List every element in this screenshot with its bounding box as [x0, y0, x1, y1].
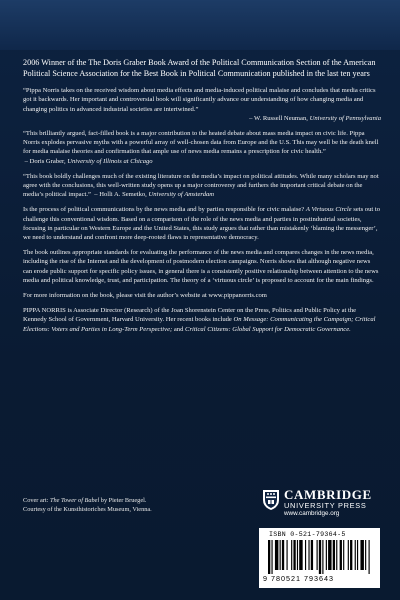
isbn-barcode — [259, 528, 380, 588]
barcode-bar — [286, 540, 287, 570]
barcode-bar — [282, 540, 284, 570]
book-title: A Virtuous Circle — [305, 206, 352, 214]
barcode-bar — [355, 540, 356, 570]
isbn-number: ISBN 0-521-79364-5 — [269, 531, 346, 538]
cover-art-credit — [23, 497, 152, 514]
barcode-bar — [357, 540, 358, 570]
barcode-bar — [340, 540, 342, 570]
barcode-icon — [268, 540, 372, 574]
website-intro: For more information on the book, please visit the author’s website at — [23, 292, 207, 300]
barcode-bar — [348, 540, 349, 570]
barcode-bar — [326, 540, 327, 570]
barcode-bar — [322, 540, 323, 574]
barcode-bar — [328, 540, 331, 570]
author-bio — [23, 306, 381, 334]
barcode-bar — [271, 540, 272, 574]
barcode-bar — [280, 540, 281, 570]
barcode-bar — [360, 540, 363, 570]
quote-text: “This brilliantly argued, fact-filled book is a major contribution to the heated debate about mass media impact on civic life. Pippa Norris explodes pervasive myths with a powerful array of well-chosen data from Europe and the U.S. This may well be the death knell for media malaise theories and confirmation that ample use of news media remains a prescription for civic health.” — [23, 130, 379, 156]
barcode-bar — [275, 540, 278, 570]
quote-attribution — [93, 191, 214, 198]
barcode-bar — [305, 540, 306, 570]
barcode-bar — [291, 540, 292, 570]
publisher-subtitle: UNIVERSITY PRESS — [284, 501, 367, 510]
description-paragraph-1 — [23, 205, 381, 242]
barcode-bar — [350, 540, 352, 570]
cover-art-label: Cover art: — [23, 497, 49, 504]
bio-text: is Associate Director (Research) of the Joan Shorenstein Center on the Press, Politics and Public Policy at the Kennedy School of Government, Harvard University. Her recent books include — [23, 307, 357, 324]
barcode-bar — [293, 540, 295, 570]
barcode-bar — [369, 540, 370, 574]
quote-attribution — [23, 158, 153, 165]
publisher-name: CAMBRIDGE — [284, 487, 372, 502]
bio-and: and — [173, 325, 184, 333]
publisher-website[interactable]: www.cambridge.org — [284, 510, 340, 517]
bio-book: Critical Citizens: Global Support for Democratic Governance. — [185, 325, 351, 333]
cover-art-line — [23, 497, 152, 506]
cover-art-courtesy: Courtesy of the Kunsthistoriches Museum, Vienna. — [23, 505, 152, 513]
quote-author: – Holli A. Semetko, — [94, 191, 147, 199]
barcode-bar — [299, 540, 302, 570]
barcode-bar — [311, 540, 313, 570]
review-quote-1 — [23, 86, 381, 123]
quote-affiliation: University of Illinois at Chicago — [67, 157, 153, 165]
description-paragraph-2: The book outlines appropriate standards for evaluating the performance of the news media and compares changes in the news media, including the rise of the Internet and the development of postmodern election campaigns. Norris shows that although negative news can erode public support for specific policy issues, in general there is a consistently positive relationship between attention to the news media and political knowledge, trust, and participation. The theory of a ‘virtuous circle’ is proposed to account for the main findings. — [23, 249, 379, 284]
barcode-bar — [268, 540, 270, 574]
bio-books: On Message: Communicating the Campaign; Critical Elections: Voters and Parties in Long-Term Perspective; — [23, 316, 376, 333]
cover-art-title: The Tower of Babel — [49, 497, 100, 504]
quote-author: – W. Russell Neuman, — [249, 114, 308, 122]
quote-affiliation: University of Amsterdam — [148, 191, 215, 199]
cover-text — [23, 57, 381, 340]
website-link[interactable]: www.pippanorris.com — [208, 292, 267, 300]
barcode-bar — [333, 540, 335, 570]
award-statement: 2006 Winner of the The Doris Graber Book Award of the Political Communication Section of the American Political Science Association for the Best Book in Political Communication published in the last ten years — [23, 58, 376, 79]
barcode-bar — [365, 540, 366, 570]
quote-text: “This book boldly challenges much of the existing literature on the media’s impact on political attitudes. While many scholars may not agree with the conclusions, this well-written study opens up a major controversy and furthers the important critical debate on the media’s political impact.” — [23, 172, 379, 199]
cover-art-artist: by Pieter Bruegel. — [100, 497, 147, 504]
quote-affiliation: University of Pennsylvania — [309, 114, 381, 122]
quote-author: – Doris Graber, — [24, 157, 66, 165]
barcode-bar — [343, 540, 344, 570]
review-quote-2 — [23, 129, 381, 166]
description-text: sets out to challenge this conventional wisdom. Based on a comparison of the role of the news media and parties in postindustrial societies, focusing in particular on Western Europe and the United States, this study argues that rather than mistakenly ‘blaming the messenger’, we need to understand and confront more deep-rooted flaws in representative democracy. — [23, 206, 380, 242]
website-paragraph — [23, 291, 381, 300]
top-band — [0, 0, 400, 50]
description-text: Is the process of political communications by the news media and by parties responsible for civic malaise? — [23, 206, 305, 214]
cambridge-shield-icon — [262, 489, 280, 511]
ean-digits: 9 780521 793643 — [263, 574, 334, 583]
quote-text: “Pippa Norris takes on the received wisdom about media effects and media-induced political malaise and concludes that media critics got it backwards. Her important and controversial book will significantly advance our understanding of how changing media and changing politics in advanced industrial societies are intertwined.” — [23, 87, 376, 113]
barcode-bar — [317, 540, 318, 570]
barcode-bar — [297, 540, 298, 570]
barcode-bar — [319, 540, 321, 574]
review-quote-3 — [23, 172, 381, 200]
barcode-bar — [308, 540, 309, 570]
barcode-bar — [336, 540, 337, 570]
quote-attribution — [23, 114, 381, 123]
author-name: PIPPA NORRIS — [23, 307, 66, 315]
